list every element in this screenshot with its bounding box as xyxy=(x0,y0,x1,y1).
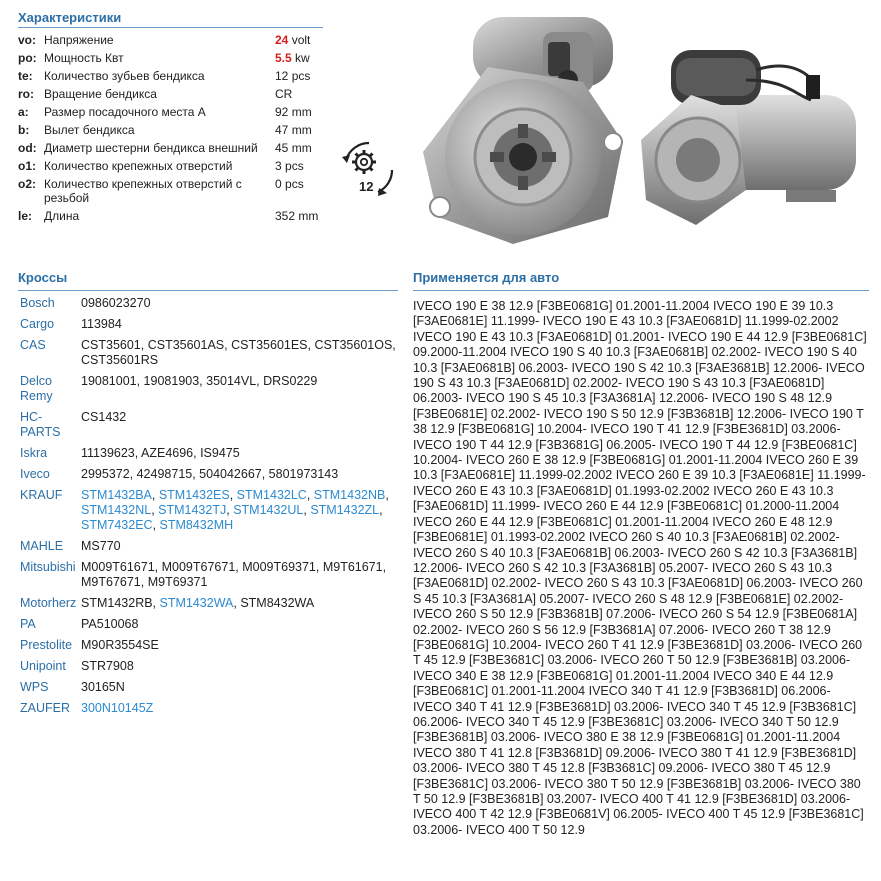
cross-code-text: CS1432 xyxy=(81,410,127,424)
spec-row xyxy=(18,103,323,121)
cross-codes xyxy=(81,336,398,372)
spec-code: ro: xyxy=(18,87,34,101)
cross-code-text: 113984 xyxy=(81,317,122,331)
spec-number: CR xyxy=(275,87,293,101)
spec-label: Диаметр шестерни бендикса внешний xyxy=(44,141,258,155)
spec-value xyxy=(275,207,323,225)
cross-codes xyxy=(81,558,398,594)
spec-label: Длина xyxy=(44,209,80,223)
cross-code-link[interactable]: STM1432BA xyxy=(81,488,152,502)
spec-number: 5.5 xyxy=(275,51,292,65)
cross-code-link[interactable]: STM1432LC xyxy=(236,488,307,502)
cross-codes xyxy=(81,678,398,699)
spec-unit: pcs xyxy=(288,69,311,83)
cross-brand: Motorherz xyxy=(20,596,77,610)
spec-code: o1: xyxy=(18,159,36,173)
cross-code-link[interactable]: STM1432NL xyxy=(81,503,152,517)
cross-codes xyxy=(81,636,398,657)
cross-brand: Prestolite xyxy=(20,638,73,652)
cross-code-text: 19081001, 19081903, 35014VL, DRS0229 xyxy=(81,374,318,388)
cross-code-text: CST35601, CST35601AS, CST35601ES, CST35601OS, CST35601RS xyxy=(81,338,396,367)
spec-label: Количество крепежных отверстий xyxy=(44,159,233,173)
cross-code-link[interactable]: STM1432ES xyxy=(158,488,230,502)
spec-number: 3 xyxy=(275,159,282,173)
spec-code: a: xyxy=(18,105,29,119)
cross-row xyxy=(18,486,398,537)
cross-codes xyxy=(81,615,398,636)
spec-code: po: xyxy=(18,51,37,65)
spec-unit: mm xyxy=(288,105,312,119)
spec-unit: pcs xyxy=(281,159,304,173)
cross-brand: Mitsubishi xyxy=(20,560,76,574)
spec-row xyxy=(18,67,323,85)
spec-value xyxy=(275,85,323,103)
cross-code-text: , xyxy=(379,503,383,517)
spec-label: Мощность Квт xyxy=(44,51,124,65)
cross-codes xyxy=(81,444,398,465)
cross-code-text: , xyxy=(303,503,311,517)
spec-code: te: xyxy=(18,69,33,83)
spec-number: 47 xyxy=(275,123,289,137)
spec-code: vo: xyxy=(18,33,36,47)
cross-row xyxy=(18,657,398,678)
cross-row xyxy=(18,615,398,636)
crosses-divider xyxy=(18,290,398,291)
spec-unit: mm xyxy=(288,141,312,155)
applications-divider xyxy=(413,290,869,291)
specs-table xyxy=(18,31,323,225)
cross-code-text: 2995372, 42498715, 504042667, 5801973143 xyxy=(81,467,339,481)
cross-row xyxy=(18,315,398,336)
spec-row xyxy=(18,31,323,49)
cross-brand: ZAUFER xyxy=(20,701,70,715)
spec-value xyxy=(275,49,323,67)
spec-value xyxy=(275,139,323,157)
cross-row xyxy=(18,444,398,465)
spec-value xyxy=(275,103,323,121)
cross-brand: WPS xyxy=(20,680,49,694)
cross-code-text: STM1432RB, xyxy=(81,596,160,610)
cross-code-text: , xyxy=(229,488,237,502)
spec-value xyxy=(275,175,323,207)
gear-teeth-label: 12 xyxy=(359,179,374,194)
cross-codes xyxy=(81,594,398,615)
cross-code-text: , xyxy=(385,488,389,502)
cross-row xyxy=(18,699,398,720)
cross-brand: Iveco xyxy=(20,467,50,481)
spec-value xyxy=(275,121,323,139)
spec-code: b: xyxy=(18,123,30,137)
cross-code-text: 0986023270 xyxy=(81,296,151,310)
cross-code-text: 11139623, AZE4696, IS9475 xyxy=(81,446,240,460)
spec-code: o2: xyxy=(18,177,36,191)
cross-code-link[interactable]: STM1432NB xyxy=(313,488,386,502)
spec-unit: pcs xyxy=(281,177,304,191)
spec-code: od: xyxy=(18,141,37,155)
cross-code-text: , xyxy=(306,488,314,502)
cross-row xyxy=(18,294,398,315)
spec-number: 12 xyxy=(275,69,289,83)
spec-number: 0 xyxy=(275,177,282,191)
spec-number: 45 xyxy=(275,141,289,155)
cross-code-text: M90R3554SE xyxy=(81,638,159,652)
spec-row xyxy=(18,49,323,67)
cross-code-link[interactable]: 300N10145Z xyxy=(81,701,154,715)
cross-code-text: , xyxy=(152,518,160,532)
spec-label: Напряжение xyxy=(44,33,114,47)
spec-row xyxy=(18,121,323,139)
cross-codes xyxy=(81,537,398,558)
cross-brand: Delco Remy xyxy=(20,374,53,403)
spec-label: Количество зубьев бендикса xyxy=(44,69,205,83)
spec-number: 92 xyxy=(275,105,289,119)
cross-codes xyxy=(81,699,398,720)
cross-code-text: M009T61671, M009T67671, M009T69371, M9T61671, M9T67671, M9T69371 xyxy=(81,560,387,589)
cross-code-link[interactable]: STM1432ZL xyxy=(310,503,380,517)
applications-list: IVECO 190 E 38 12.9 [F3BE0681G] 01.2001-11.2004 IVECO 190 E 39 10.3 [F3AE0681E] 11.1999- IVECO 190 E 43 10.3 [F3AE0681D] 11.1999-02.2002 IVECO 190 E 43 10.3 [F3AE0681D] 01.2001- IVECO 190 E 44 12.9 [F3BE0681C] 09.2000-11.2004 IVECO 190 S 40 10.3 [F3AE0681B] 02.2002- IVECO 190 S 40 10.3 [F3AE0681B] 06.2003- IVECO 190 S 42 10.3 [F3AE3681B] 12.2006- IVECO 190 S 43 10.3 [F3AE0681D] 02.2002- IVECO 190 S 43 10.3 [F3AE0681D] 06.2003- IVECO 190 S 45 10.3 [F3A3681A] 12.2006- IVECO 190 S 48 12.9 [F3BE0681E] 02.2002- IVECO 190 S 50 12.9 [F3B3681B] 12.2006- IVECO 190 T 38 12.9 [F3BE0681G] 10.2004- IVECO 190 T 41 12.9 [F3BE3681D] 03.2006- IVECO 190 T 44 12.9 [F3B3681G] 06.2005- IVECO 190 T 44 12.9 [F3BE0681C] 10.2004- IVECO 260 E 38 12.9 [F3BE0681G] 01.2001-11.2004 IVECO 260 E 39 10.3 [F3AE0681E] 11.1999-02.2002 IVECO 260 E 39 10.3 [F3AE0681E] 11.1999- IVECO 260 E 43 10.3 [F3AE0681D] 01.1993-02.2002 IVECO 260 E 43 10.3 [F3AE0681D] 11.1999- IVECO 260 E 44 12.9 [F3BE0681C] 01.2000-11.2004 IVECO 260 E 44 12.9 [F3BE0681C] 01.2001-11.2004 IVECO 260 E 48 12.9 [F3BE0681E] 01.1993-02.2002 IVECO 260 S 40 10.3 [F3AE0681B] 02.2002- IVECO 260 S 40 10.3 [F3AE0681B] 06.2003- IVECO 260 S 42 10.3 [F3A3681B] 12.2006- IVECO 260 S 42 10.3 [F3A3681B] 05.2007- IVECO 260 S 43 10.3 [F3AE0681D] 02.2002- IVECO 260 S 43 10.3 [F3AE0681D] 06.2003- IVECO 260 S 45 10.3 [F3A3681A] 05.2007- IVECO 260 S 48 12.9 [F3BE0681E] 02.2002- IVECO 260 S 50 12.9 [F3B3681B] 07.2006- IVECO 260 S 54 12.9 [F3BE0681A] 02.2002- IVECO 260 S 56 12.9 [F3B3681A] 07.2006- IVECO 260 T 38 12.9 [F3BE0681G] 10.2004- IVECO 260 T 41 12.9 [F3BE3681D] 03.2006- IVECO 260 T 45 12.9 [F3BE3681C] 03.2006- IVECO 260 T 50 12.9 [F3BE3681B] 03.2006- IVECO 340 E 38 12.9 [F3BE0681G] 01.2001-11.2004 IVECO 340 E 44 12.9 [F3BE0681C] 01.2001-11.2004 IVECO 340 T 41 12.9 [F3B3681D] 06.2006- IVECO 340 T 41 12.9 [F3BE3681D] 03.2006- IVECO 340 T 45 12.9 [F3B3681C] 06.2006- IVECO 340 T 45 12.9 [F3BE3681C] 03.2006- IVECO 340 T 50 12.9 [F3BE3681B] 03.2006- IVECO 380 E 38 12.9 [F3BE0681G] 01.2001-11.2004 IVECO 380 T 41 12.8 [F3B3681D] 09.2006- IVECO 380 T 41 12.9 [F3BE3681D] 03.2006- IVECO 380 T 45 12.8 [F3B3681C] 09.2006- IVECO 380 T 45 12.9 [F3BE3681C] 03.2006- IVECO 380 T 50 12.9 [F3BE3681B] 03.2006- IVECO 380 T 50 12.9 [F3BE3681B] 03.2007- IVECO 400 T 41 12.9 [F3BE3681D] 03.2006- IVECO 400 T 42 12.9 [F3BE0681V] 06.2005- IVECO 400 T 45 12.9 [F3BE3681C] 03.2006- IVECO 400 T 50 12.9 xyxy=(413,299,867,837)
cross-row xyxy=(18,336,398,372)
spec-label: Вылет бендикса xyxy=(44,123,135,137)
specs-divider xyxy=(18,27,323,28)
cross-code-link[interactable]: STM1432TJ xyxy=(158,503,227,517)
cross-brand: Unipoint xyxy=(20,659,66,673)
cross-brand: PA xyxy=(20,617,36,631)
starter-side-photo xyxy=(636,40,868,230)
cross-code-text: 30165N xyxy=(81,680,125,694)
spec-unit: mm xyxy=(295,209,319,223)
cross-codes xyxy=(81,372,398,408)
cross-code-text: MS770 xyxy=(81,539,121,553)
spec-unit: mm xyxy=(288,123,312,137)
cross-code-text: PA510068 xyxy=(81,617,139,631)
cross-brand: MAHLE xyxy=(20,539,64,553)
cross-code-text: , STM8432WA xyxy=(233,596,315,610)
applications-title: Применяется для авто xyxy=(413,270,560,285)
cross-codes xyxy=(81,294,398,315)
spec-label: Количество крепежных отверстий с резьбой xyxy=(44,177,242,205)
cross-row xyxy=(18,537,398,558)
cross-code-text: , xyxy=(226,503,234,517)
cross-brand: Iskra xyxy=(20,446,48,460)
cross-row xyxy=(18,372,398,408)
cross-codes xyxy=(81,408,398,444)
cross-row xyxy=(18,558,398,594)
cross-code-link[interactable]: STM7432EC xyxy=(81,518,153,532)
cross-row xyxy=(18,465,398,486)
cross-codes xyxy=(81,486,398,537)
cross-code-text: STR7908 xyxy=(81,659,134,673)
spec-unit: volt xyxy=(288,33,311,47)
cross-brand: HC-PARTS xyxy=(20,410,61,439)
cross-row xyxy=(18,408,398,444)
cross-brand: KRAUF xyxy=(20,488,63,502)
spec-value xyxy=(275,157,323,175)
starter-front-photo xyxy=(418,12,633,250)
cross-row xyxy=(18,594,398,615)
spec-row xyxy=(18,85,323,103)
cross-brand: Bosch xyxy=(20,296,55,310)
spec-row xyxy=(18,139,323,157)
crosses-table xyxy=(18,294,398,720)
crosses-title: Кроссы xyxy=(18,270,68,285)
cross-row xyxy=(18,636,398,657)
crosses-section xyxy=(18,270,398,720)
cross-code-text: , xyxy=(151,503,159,517)
cross-code-link[interactable]: STM1432UL xyxy=(233,503,304,517)
spec-value xyxy=(275,67,323,85)
spec-code: le: xyxy=(18,209,33,223)
cross-row xyxy=(18,678,398,699)
applications-section xyxy=(413,270,869,838)
specs-section xyxy=(18,10,323,225)
cross-codes xyxy=(81,315,398,336)
cross-brand: Cargo xyxy=(20,317,55,331)
spec-label: Размер посадочного места A xyxy=(44,105,206,119)
gear-rotation-icon xyxy=(338,138,400,200)
specs-title: Характеристики xyxy=(18,10,122,25)
spec-row xyxy=(18,207,323,225)
cross-brand: CAS xyxy=(20,338,46,352)
spec-label: Вращение бендикса xyxy=(44,87,157,101)
spec-value xyxy=(275,31,323,49)
spec-unit: kw xyxy=(291,51,310,65)
cross-code-text: , xyxy=(151,488,159,502)
cross-codes xyxy=(81,465,398,486)
cross-codes xyxy=(81,657,398,678)
cross-code-link[interactable]: STM1432WA xyxy=(159,596,234,610)
cross-code-link[interactable]: STM8432MH xyxy=(159,518,234,532)
spec-number: 24 xyxy=(275,33,289,47)
spec-number: 352 xyxy=(275,209,296,223)
spec-row xyxy=(18,175,323,207)
spec-row xyxy=(18,157,323,175)
